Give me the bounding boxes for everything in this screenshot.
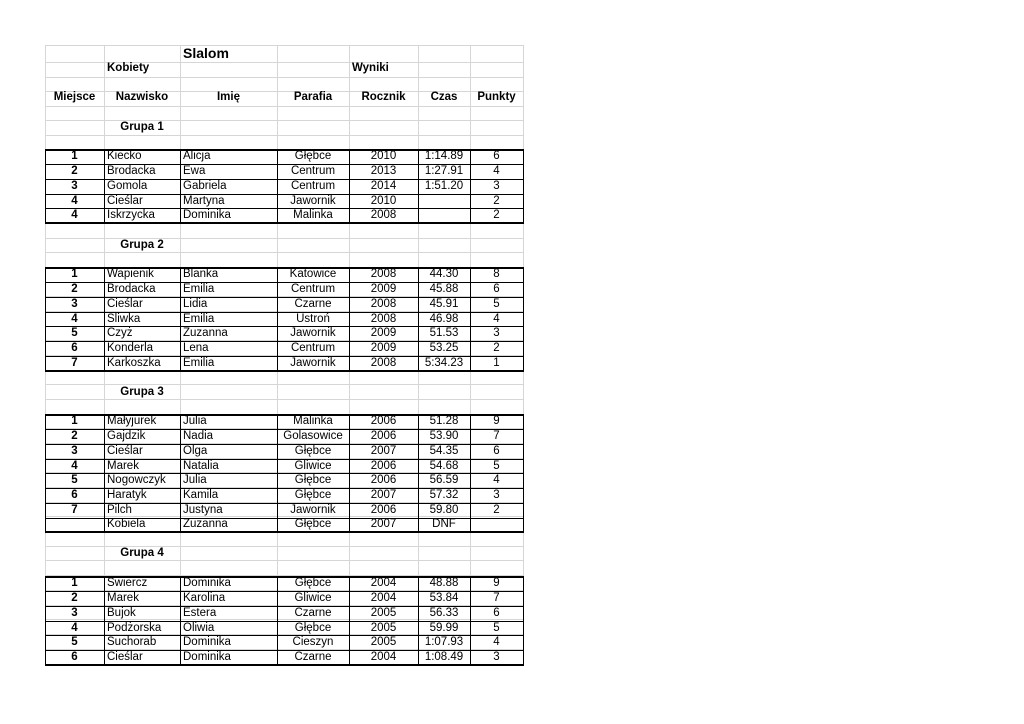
birth-year-cell: 2010 [370,194,397,207]
points-cell: 3 [493,650,500,663]
birth-year-cell: 2008 [370,312,397,325]
group-border-vertical [470,150,471,224]
birth-year-cell: 2006 [370,459,397,472]
time-cell: 44.30 [429,268,459,281]
first-name-cell: Dominika [183,577,231,590]
first-name-cell: Dominika [183,209,231,222]
first-name-cell: Gabriela [183,179,227,192]
parish-cell: Głębce [294,488,332,501]
group-border-vertical [349,150,350,224]
group-border-top [45,149,524,151]
row-border [45,326,523,327]
first-name-cell: Ewa [183,165,206,178]
results-label: Wyniki [352,62,389,75]
time-cell: 54.35 [429,444,459,457]
group-border-bottom [45,370,524,372]
time-cell: 45.91 [429,297,459,310]
place-cell: 7 [71,503,78,516]
group-border-vertical [180,150,181,224]
parish-cell: Centrum [290,341,336,354]
time-cell: 51.28 [429,415,459,428]
group-border-vertical [418,415,419,533]
time-cell: 1:14.89 [424,150,464,163]
place-cell: 4 [71,194,78,207]
row-border [45,473,523,474]
row-border [45,356,523,357]
group-border-vertical [180,577,181,665]
time-cell: 48.88 [429,577,459,590]
birth-year-cell: 2005 [370,606,397,619]
group-label: Grupa 1 [120,121,164,134]
group-border-vertical [104,577,105,665]
row-border [45,282,523,283]
surname-cell: Bujok [107,606,136,619]
first-name-cell: Zuzanna [183,327,228,340]
surname-cell: Iskrzycka [107,209,155,222]
surname-cell: Śliwka [107,312,141,325]
birth-year-cell: 2008 [370,209,397,222]
time-cell: 53.90 [429,430,459,443]
points-cell: 5 [493,459,500,472]
group-label: Grupa 2 [120,239,164,252]
row-border [45,208,523,209]
place-cell: 6 [71,341,78,354]
group-border-top [45,414,524,416]
birth-year-cell: 2009 [370,341,397,354]
surname-cell: Brodacka [107,165,156,178]
points-cell: 6 [493,283,500,296]
parish-cell: Malinka [293,209,333,222]
first-name-cell: Olga [183,444,208,457]
group-border-vertical [418,577,419,665]
points-cell: 9 [493,415,500,428]
time-cell [418,194,470,209]
parish-cell: Głębce [294,518,332,531]
column-header: Nazwisko [115,91,169,104]
first-name-cell: Emilia [183,312,215,325]
parish-cell: Centrum [290,165,336,178]
category-label: Kobiety [107,62,150,75]
birth-year-cell: 2009 [370,327,397,340]
points-cell: 2 [493,209,500,222]
time-cell: 54.68 [429,459,459,472]
points-cell: 6 [493,150,500,163]
group-border-vertical [523,268,524,371]
parish-cell: Golasowice [283,430,343,443]
place-cell: 6 [71,650,78,663]
first-name-cell: Blanka [183,268,219,281]
points-cell: 6 [493,606,500,619]
group-border-vertical [277,268,278,371]
time-cell [418,208,470,223]
points-cell: 1 [493,356,500,369]
row-border [45,503,523,504]
surname-cell: Cieślar [107,297,143,310]
time-cell: 59.80 [429,503,459,516]
first-name-cell: Justyna [183,503,223,516]
birth-year-cell: 2004 [370,577,397,590]
parish-cell: Czarne [294,297,332,310]
group-border-vertical [418,150,419,224]
sheet-title: Slalom [183,46,229,62]
column-header: Imię [216,91,240,104]
group-border-vertical [277,415,278,533]
group-border-vertical [470,268,471,371]
gridline-horizontal [45,45,523,46]
time-cell: 53.25 [429,341,459,354]
place-cell: 4 [71,312,78,325]
birth-year-cell: 2006 [370,415,397,428]
points-cell: 3 [493,327,500,340]
birth-year-cell: 2009 [370,283,397,296]
group-border-vertical [180,415,181,533]
time-cell: 1:07.93 [424,636,464,649]
points-cell: 2 [493,503,500,516]
group-border-top [45,576,524,578]
group-border-vertical [45,150,46,224]
points-cell: 7 [493,430,500,443]
place-cell: 5 [71,474,78,487]
parish-cell: Głębce [294,621,332,634]
birth-year-cell: 2013 [370,165,397,178]
place-cell [45,518,104,533]
points-cell: 3 [493,488,500,501]
first-name-cell: Karolina [183,592,226,605]
first-name-cell: Martyna [183,194,225,207]
time-cell: 1:27.91 [424,165,464,178]
row-border [45,635,523,636]
points-cell: 5 [493,297,500,310]
gridline-horizontal [45,77,523,78]
group-border-bottom [45,664,524,666]
time-cell: 5:34.23 [424,356,464,369]
points-cell: 8 [493,268,500,281]
column-header: Punkty [477,91,516,104]
first-name-cell: Lidia [183,297,208,310]
points-cell: 4 [493,474,500,487]
group-border-vertical [523,150,524,224]
row-border [45,621,523,622]
surname-cell: Pilch [107,503,132,516]
birth-year-cell: 2014 [370,179,397,192]
row-border [45,650,523,651]
surname-cell: Wapienik [107,268,154,281]
points-cell: 2 [493,341,500,354]
surname-cell: Kiecko [107,150,142,163]
birth-year-cell: 2005 [370,636,397,649]
points-cell: 4 [493,312,500,325]
birth-year-cell: 2007 [370,444,397,457]
group-border-vertical [180,268,181,371]
place-cell: 4 [71,621,78,634]
first-name-cell: Julia [183,415,207,428]
parish-cell: Jawornik [290,503,336,516]
place-cell: 6 [71,488,78,501]
place-cell: 3 [71,297,78,310]
group-border-top [45,267,524,269]
points-cell: 7 [493,592,500,605]
group-border-vertical [349,577,350,665]
place-cell: 5 [71,327,78,340]
birth-year-cell: 2008 [370,268,397,281]
place-cell: 2 [71,592,78,605]
place-cell: 5 [71,636,78,649]
row-border [45,606,523,607]
place-cell: 2 [71,430,78,443]
place-cell: 1 [71,577,78,590]
surname-cell: Czyż [107,327,133,340]
points-cell: 4 [493,636,500,649]
first-name-cell: Estera [183,606,217,619]
gridline-horizontal [45,106,523,107]
points-cell: 5 [493,621,500,634]
place-cell: 1 [71,150,78,163]
surname-cell: Gajdzik [107,430,146,443]
time-cell: 59.99 [429,621,459,634]
place-cell: 2 [71,165,78,178]
place-cell: 7 [71,356,78,369]
place-cell: 2 [71,283,78,296]
surname-cell: Haratyk [107,488,147,501]
first-name-cell: Emilia [183,283,215,296]
surname-cell: Kobiela [107,518,146,531]
group-border-vertical [523,577,524,665]
row-border [45,429,523,430]
parish-cell: Jawornik [290,356,336,369]
row-border [45,518,523,519]
parish-cell: Czarne [294,650,332,663]
row-border [45,179,523,180]
first-name-cell: Zuzanna [183,518,228,531]
first-name-cell: Dominika [183,650,231,663]
time-cell: DNF [432,518,456,531]
row-border [45,591,523,592]
row-border [45,297,523,298]
parish-cell: Katowice [289,268,337,281]
time-cell: 53.84 [429,592,459,605]
parish-cell: Cieszyn [292,636,334,649]
surname-cell: Małyjurek [107,415,157,428]
parish-cell: Jawornik [290,194,336,207]
group-border-vertical [104,268,105,371]
points-cell: 3 [493,179,500,192]
birth-year-cell: 2004 [370,592,397,605]
place-cell: 3 [71,606,78,619]
group-border-vertical [277,150,278,224]
row-border [45,164,523,165]
place-cell: 1 [71,415,78,428]
first-name-cell: Kamila [183,488,219,501]
time-cell: 56.59 [429,474,459,487]
group-border-vertical [104,415,105,533]
surname-cell: Cieślar [107,444,143,457]
group-border-vertical [418,268,419,371]
parish-cell: Centrum [290,283,336,296]
parish-cell: Ustroń [296,312,330,325]
points-cell: 9 [493,577,500,590]
points-cell [470,518,523,533]
surname-cell: Świercz [107,577,148,590]
first-name-cell: Alicja [183,150,211,163]
points-cell: 2 [493,194,500,207]
group-border-vertical [349,415,350,533]
place-cell: 3 [71,179,78,192]
group-border-vertical [470,577,471,665]
points-cell: 4 [493,165,500,178]
row-border [45,312,523,313]
birth-year-cell: 2008 [370,297,397,310]
first-name-cell: Dominika [183,636,231,649]
surname-cell: Konderla [107,341,154,354]
column-header: Miejsce [53,91,96,104]
row-border [45,194,523,195]
time-cell: 1:08.49 [424,650,464,663]
time-cell: 51.53 [429,327,459,340]
group-border-vertical [45,268,46,371]
place-cell: 4 [71,459,78,472]
first-name-cell: Julia [183,474,207,487]
parish-cell: Głębce [294,444,332,457]
group-label: Grupa 3 [120,386,164,399]
column-header: Rocznik [361,91,406,104]
time-cell: 45.88 [429,283,459,296]
birth-year-cell: 2005 [370,621,397,634]
surname-cell: Suchorab [107,636,157,649]
group-border-bottom [45,222,524,224]
surname-cell: Cieślar [107,650,143,663]
surname-cell: Marek [107,592,139,605]
place-cell: 4 [71,209,78,222]
group-border-vertical [45,415,46,533]
column-header: Czas [430,91,458,104]
surname-cell: Karkoszka [107,356,161,369]
group-border-vertical [470,415,471,533]
birth-year-cell: 2006 [370,474,397,487]
birth-year-cell: 2004 [370,650,397,663]
column-header: Parafia [293,91,333,104]
place-cell: 3 [71,444,78,457]
first-name-cell: Oliwia [183,621,215,634]
group-border-vertical [45,577,46,665]
birth-year-cell: 2006 [370,503,397,516]
group-border-bottom [45,531,524,533]
surname-cell: Podżorska [107,621,162,634]
birth-year-cell: 2008 [370,356,397,369]
first-name-cell: Natalia [183,459,219,472]
row-border [45,488,523,489]
time-cell: 56.33 [429,606,459,619]
time-cell: 46.98 [429,312,459,325]
group-border-vertical [277,577,278,665]
surname-cell: Cieślar [107,194,143,207]
group-border-vertical [104,150,105,224]
time-cell: 1:51.20 [424,179,464,192]
first-name-cell: Emilia [183,356,215,369]
surname-cell: Nogowczyk [107,474,166,487]
parish-cell: Jawornik [290,327,336,340]
parish-cell: Głębce [294,474,332,487]
parish-cell: Gliwice [294,459,332,472]
first-name-cell: Nadia [183,430,214,443]
surname-cell: Marek [107,459,139,472]
parish-cell: Głębce [294,150,332,163]
birth-year-cell: 2007 [370,518,397,531]
parish-cell: Głębce [294,577,332,590]
birth-year-cell: 2007 [370,488,397,501]
row-border [45,459,523,460]
birth-year-cell: 2010 [370,150,397,163]
parish-cell: Gliwice [294,592,332,605]
parish-cell: Malinka [293,415,333,428]
first-name-cell: Lena [183,341,209,354]
group-label: Grupa 4 [120,547,164,560]
place-cell: 1 [71,268,78,281]
row-border [45,444,523,445]
parish-cell: Centrum [290,179,336,192]
surname-cell: Brodacka [107,283,156,296]
parish-cell: Czarne [294,606,332,619]
row-border [45,341,523,342]
points-cell: 6 [493,444,500,457]
time-cell: 57.32 [429,488,459,501]
birth-year-cell: 2006 [370,430,397,443]
group-border-vertical [523,415,524,533]
group-border-vertical [349,268,350,371]
surname-cell: Gomola [107,179,148,192]
